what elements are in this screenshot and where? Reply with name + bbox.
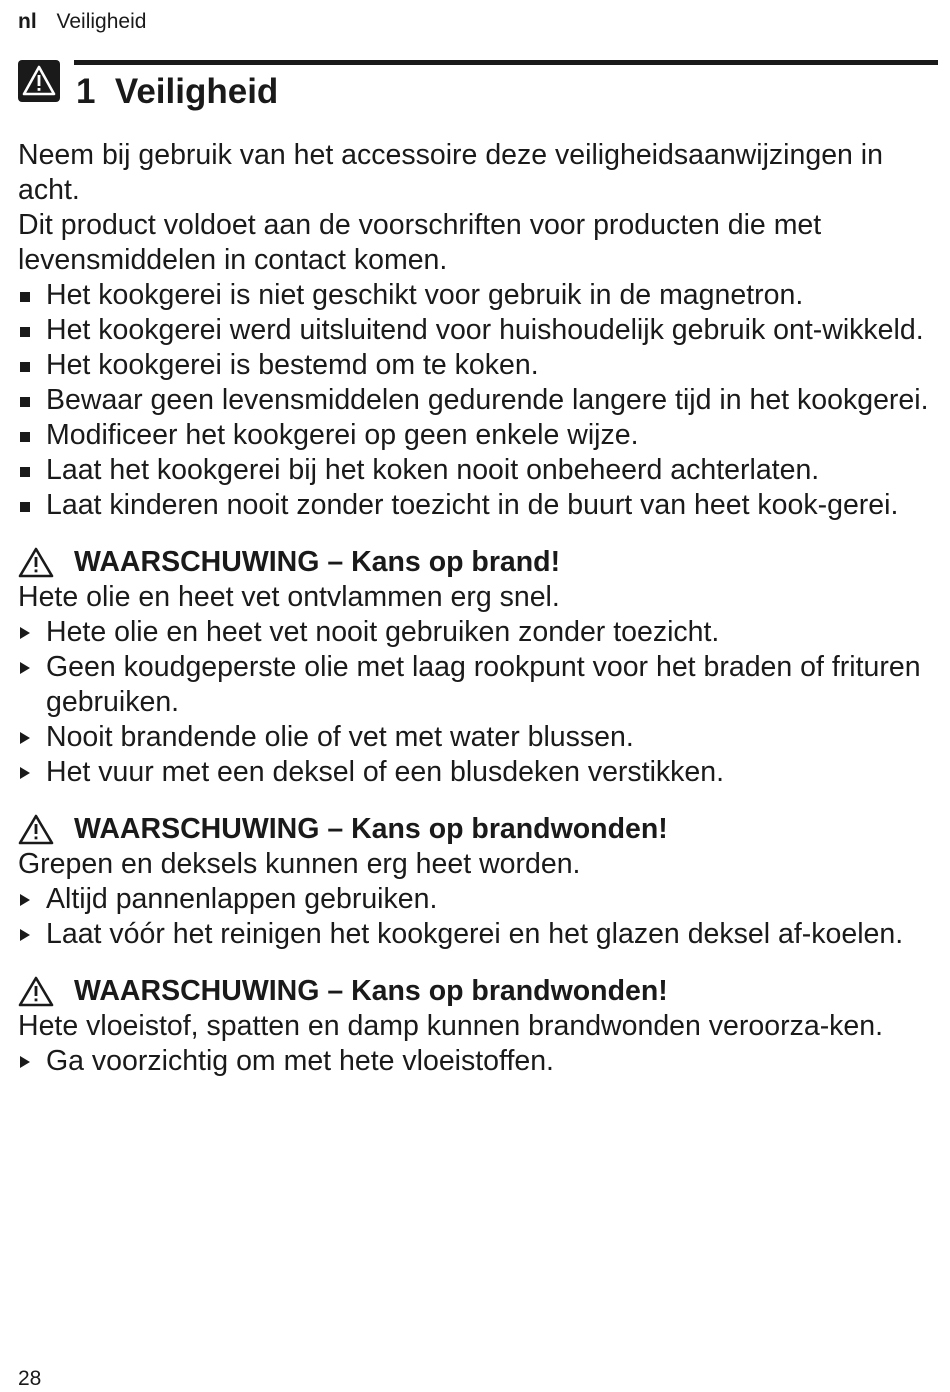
warning-burns-handles [18,812,938,952]
list-item: Laat vóór het reinigen het kookgerei en het glazen deksel af-koelen. [18,917,938,952]
warning-title: WAARSCHUWING – Kans op brandwonden! [74,975,668,1007]
warning-title: WAARSCHUWING – Kans op brandwonden! [74,813,668,845]
arrow-bullet-icon [20,929,30,941]
warning-text: Hete olie en heet vet ontvlammen erg snel. [18,581,560,613]
safety-rules-list [18,278,938,523]
intro-paragraph-1: Neem bij gebruik van het accessoire deze veiligheidsaanwijzingen in acht. [18,139,883,206]
square-bullet-icon [20,467,30,477]
warning-text: Grepen en deksels kunnen erg heet worden. [18,848,581,880]
square-bullet-icon [20,292,30,302]
square-bullet-icon [20,502,30,512]
list-item: Nooit brandende olie of vet met water blussen. [18,720,938,755]
warning-triangle-icon [18,547,54,578]
arrow-bullet-icon [20,662,30,674]
page-number: 28 [18,1367,42,1390]
warning-steps [18,882,938,952]
warning-heading [18,974,938,1009]
arrow-bullet-icon [20,627,30,639]
list-item: Laat het kookgerei bij het koken nooit onbeheerd achterlaten. [18,453,938,488]
square-bullet-icon [20,327,30,337]
arrow-bullet-icon [20,894,30,906]
list-item: Laat kinderen nooit zonder toezicht in de buurt van heet kook-gerei. [18,488,938,523]
list-item: Ga voorzichtig om met hete vloeistoffen. [18,1044,938,1079]
section-rule [74,60,938,65]
list-item: Het kookgerei werd uitsluitend voor huishoudelijk gebruik ont-wikkeld. [18,313,938,348]
warning-steps [18,1044,938,1079]
list-item: Geen koudgeperste olie met laag rookpunt voor het braden of frituren gebruiken. [18,650,938,720]
warning-triangle-icon [18,976,54,1007]
warning-title: WAARSCHUWING – Kans op brand! [74,546,561,578]
section-title-text: Veiligheid [114,72,279,111]
section-number: 1 [76,72,96,111]
warning-triangle-icon [18,60,60,102]
arrow-bullet-icon [20,1056,30,1068]
list-item: Modificeer het kookgerei op geen enkele wijze. [18,418,938,453]
warning-burns-liquids [18,974,938,1079]
warning-triangle-icon [18,814,54,845]
list-item: Altijd pannenlappen gebruiken. [18,882,938,917]
warning-text: Hete vloeistof, spatten en damp kunnen brandwonden veroorza-ken. [18,1010,884,1042]
language-code: nl [18,10,37,33]
warning-heading [18,812,938,847]
warning-steps [18,615,938,790]
intro-paragraph-2: Dit product voldoet aan de voorschriften voor producten die met levensmiddelen in contact komen. [18,209,822,276]
running-header-title: Veiligheid [56,10,147,33]
section-content [18,138,938,1079]
list-item: Het kookgerei is bestemd om te koken. [18,348,938,383]
running-header [18,9,146,35]
square-bullet-icon [20,362,30,372]
warning-fire [18,545,938,790]
list-item: Het vuur met een deksel of een blusdeken verstikken. [18,755,938,790]
arrow-bullet-icon [20,732,30,744]
list-item: Hete olie en heet vet nooit gebruiken zonder toezicht. [18,615,938,650]
section-title [76,70,278,114]
list-item: Bewaar geen levensmiddelen gedurende langere tijd in het kookgerei. [18,383,938,418]
arrow-bullet-icon [20,767,30,779]
list-item: Het kookgerei is niet geschikt voor gebruik in de magnetron. [18,278,938,313]
warning-heading [18,545,938,580]
square-bullet-icon [20,432,30,442]
section-heading [18,58,938,118]
square-bullet-icon [20,397,30,407]
